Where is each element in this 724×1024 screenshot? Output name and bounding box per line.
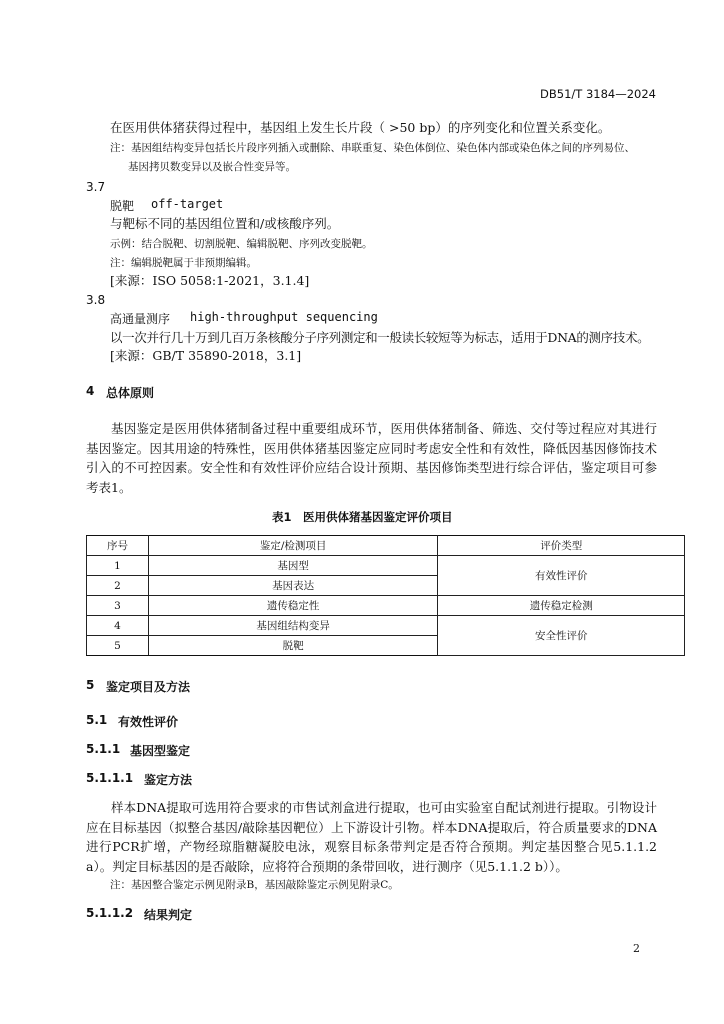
table-cell: 基因组结构变异 <box>148 616 438 636</box>
subsection-title: 结果判定 <box>144 908 193 922</box>
table-cell: 脱靶 <box>148 636 438 656</box>
definition-text: 在医用供体猪获得过程中，基因组上发生长片段（ >50 bp）的序列变化和位置关系变化。 <box>110 120 611 135</box>
table-row <box>87 596 685 616</box>
table-cell: 2 <box>87 576 149 596</box>
note-line: 基因拷贝数变异以及嵌合性变异等。 <box>128 161 296 173</box>
clause-number: 3.7 <box>86 180 106 194</box>
table-header-cell: 评价类型 <box>438 536 685 556</box>
subsection-number: 5.1.1.1 <box>86 771 134 785</box>
table-header-cell: 鉴定/检测项目 <box>148 536 438 556</box>
term-en: high-throughput sequencing <box>190 310 378 324</box>
table-cell: 遗传稳定性 <box>148 596 438 616</box>
section-number: 5 <box>86 678 95 692</box>
note-line: 注：编辑脱靶属于非预期编辑。 <box>110 257 257 269</box>
clause-number: 3.8 <box>86 293 106 307</box>
body-paragraph: 样本DNA提取可选用符合要求的市售试剂盒进行提取，也可由实验室自配试剂进行提取。引物设计应在目标基因（拟整合基因/敲除基因靶位）上下游设计引物。样本DNA提取后，符合质量要求的DNA进行PCR扩增，产物经琼脂糖凝胶电泳，观察目标条带判定是否符合预期。判定基因整合见5.1.1.2 a）。判定目标基因的是否敲除，应将符合预期的条带回收，进行测序（见5.1.1.2 b））。 <box>86 800 657 874</box>
page-number: 2 <box>633 942 640 955</box>
standard-id: DB51/T 3184—2024 <box>540 87 656 101</box>
table-cell: 5 <box>87 636 149 656</box>
table-cell: 基因型 <box>148 556 438 576</box>
example-text: 示例：结合脱靶、切割脱靶、编辑脱靶、序列改变脱靶。 <box>110 238 373 250</box>
body-paragraph: 基因鉴定是医用供体猪制备过程中重要组成环节，医用供体猪制备、筛选、交付等过程应对其进行基因鉴定。因其用途的特殊性，医用供体猪基因鉴定应同时考虑安全性和有效性，降低因基因修饰技术引入的不可控因素。安全性和有效性评价应结合设计预期、基因修饰类型进行综合评估，鉴定项目可参考表1。 <box>86 421 657 495</box>
subsection-number: 5.1 <box>86 713 108 727</box>
section-title: 鉴定项目及方法 <box>106 680 191 694</box>
table-cell: 遗传稳定检测 <box>438 596 685 616</box>
term-zh: 脱靶 <box>110 199 135 213</box>
section-title: 总体原则 <box>106 386 155 400</box>
table-cell: 有效性评价 <box>438 556 685 596</box>
definition-text: 以一次并行几十万到几百万条核酸分子序列测定和一般读长较短等为标志，适用于DNA的测序技术。 <box>110 330 650 345</box>
subsection-title: 基因型鉴定 <box>130 744 191 758</box>
section-number: 4 <box>86 384 95 398</box>
table-cell: 基因表达 <box>148 576 438 596</box>
subsection-title: 鉴定方法 <box>144 773 193 787</box>
source-citation: [来源：GB/T 35890-2018，3.1] <box>110 348 302 363</box>
term-zh: 高通量测序 <box>110 312 171 326</box>
term-en: off-target <box>151 197 224 211</box>
table-header-cell: 序号 <box>87 536 149 556</box>
subsection-number: 5.1.1.2 <box>86 906 134 920</box>
definition-text: 与靶标不同的基因组位置和/或核酸序列。 <box>110 216 340 231</box>
table-cell: 4 <box>87 616 149 636</box>
table-cell: 3 <box>87 596 149 616</box>
subsection-title: 有效性评价 <box>118 715 179 729</box>
evaluation-table <box>86 535 685 656</box>
table-row <box>87 556 685 576</box>
table-caption: 表1 医用供体猪基因鉴定评价项目 <box>272 510 453 524</box>
table-row <box>87 616 685 636</box>
source-citation: [来源：ISO 5058:1-2021，3.1.4] <box>110 273 310 288</box>
note-line: 注：基因整合鉴定示例见附录B，基因敲除鉴定示例见附录C。 <box>110 879 399 891</box>
table-header-row <box>87 536 685 556</box>
subsection-number: 5.1.1 <box>86 742 121 756</box>
table-cell: 1 <box>87 556 149 576</box>
table-cell: 安全性评价 <box>438 616 685 656</box>
note-line: 注：基因组结构变异包括长片段序列插入或删除、串联重复、染色体倒位、染色体内部或染色体之间的序列易位、 <box>110 142 635 154</box>
